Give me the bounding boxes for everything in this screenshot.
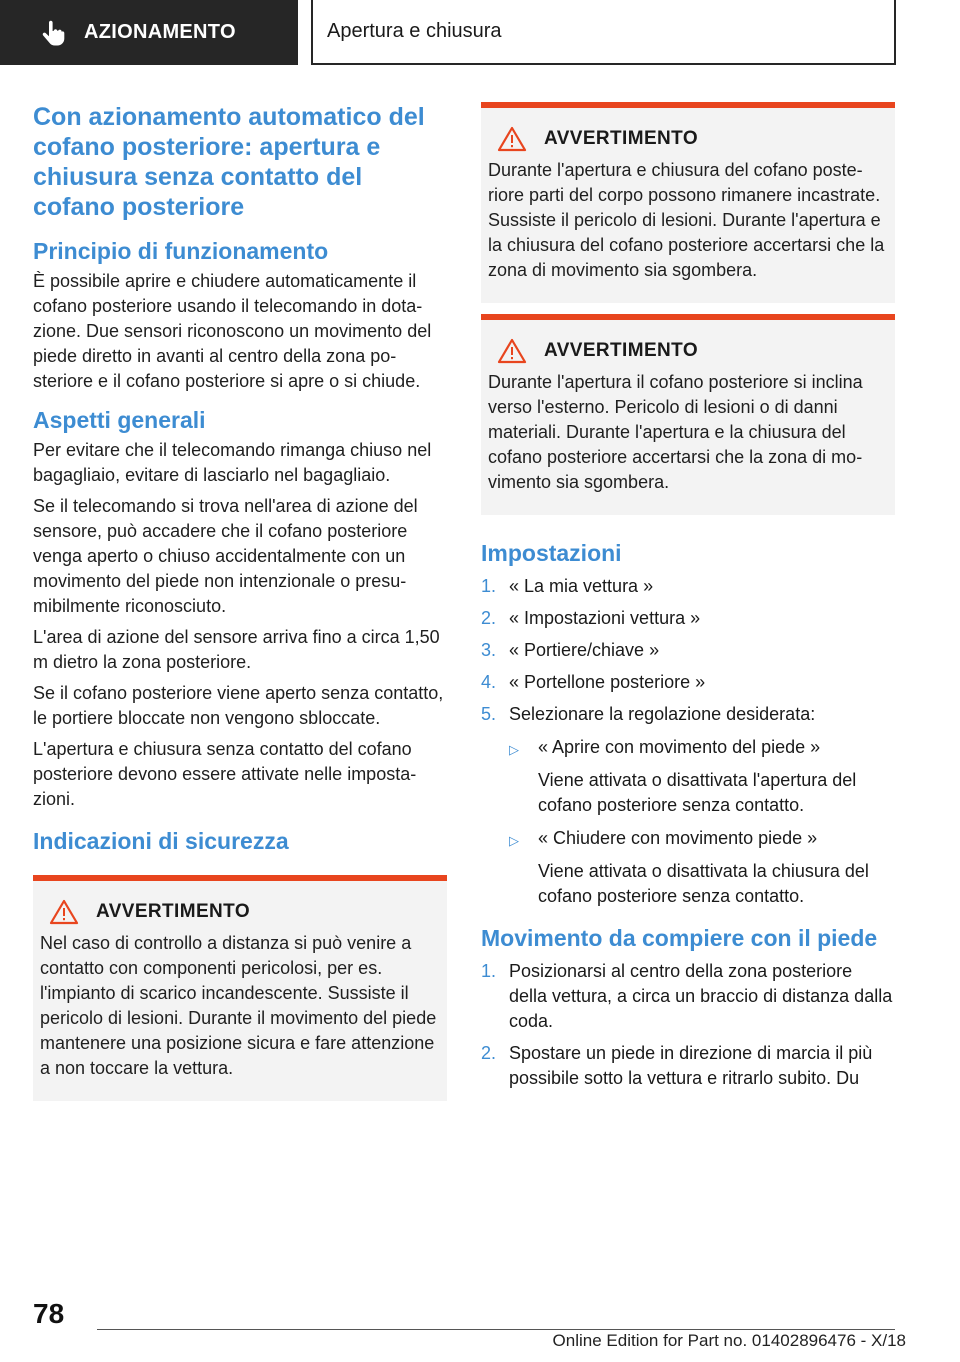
- page-number: 78: [33, 1298, 65, 1329]
- step-text: « Impostazioni vettura »: [509, 608, 701, 628]
- list-item: [481, 702, 895, 727]
- step-number: 4.: [481, 672, 497, 692]
- chapter-title: AZIONAMENTO: [84, 21, 236, 43]
- step-text: Posizionarsi al centro della zona posteriore della vettura, a circa un braccio di distanza dalla coda.: [509, 961, 893, 1031]
- option-item: [509, 826, 895, 853]
- general-paragraph: Se il telecomando si trova nell'area di azione del sensore, può accadere che il cofano posteriore venga aperto o chiuso accidentalmente con un movimento del piede non intenzionale o presumibilmente riconosciuto.: [33, 496, 418, 616]
- option-description-row: [509, 768, 895, 818]
- warning-box: [33, 875, 447, 1101]
- general-heading: Aspetti generali: [33, 407, 206, 433]
- warning-triangle-icon: [497, 338, 527, 364]
- option-label: « Aprire con movimento del piede »: [538, 737, 821, 757]
- warning-text: Durante l'apertura il cofano posteriore si inclina verso l'esterno. Pericolo di lesioni o di danni materiali. Durante l'apertura e la chiusura del cofano posteriore accertarsi che la zona di movimento sia sgombera.: [488, 372, 863, 492]
- step-number: 5.: [481, 704, 497, 724]
- hand-pointer-icon: [40, 20, 66, 46]
- principle-heading: Principio di funzionamento: [33, 238, 329, 264]
- step-number: 1.: [481, 576, 497, 596]
- list-item: [481, 959, 895, 1034]
- option-description: Viene attivata o disattivata la chiusura del cofano posteriore senza contatto.: [538, 861, 869, 906]
- principle-text: È possibile aprire e chiudere automaticamente il cofano posteriore usando il telecomando in dotazione. Due sensori riconoscono un movimento del piede diretto in avanti al centro della zona posteriore e il cofano posteriore si apre o si chiude.: [33, 271, 432, 391]
- step-number: 2.: [481, 608, 497, 628]
- movement-heading: Movimento da compiere con il piede: [481, 925, 878, 951]
- section-tab[interactable]: [311, 0, 896, 65]
- general-paragraph: L'area di azione del sensore arriva fino a circa 1,50 m dietro la zona posteriore.: [33, 627, 440, 672]
- warning-text: Durante l'apertura e chiusura del cofano posteriore parti del corpo possono rimanere incastrate. Sussiste il pericolo di lesioni. Durante l'apertura e la chiusura del cofano posteriore accertarsi che la zona di movimento sia sgombera.: [488, 160, 885, 280]
- warning-text: Nel caso di controllo a distanza si può venire a contatto con componenti pericolosi, per es. l'impianto di scarico incandescente. Sussiste il pericolo di lesioni. Durante il movimento del piede mantenere una posizione sicura e fare attenzione a non toccare la vettura.: [40, 933, 437, 1078]
- settings-steps: [481, 574, 895, 727]
- warning-triangle-icon: [497, 126, 527, 152]
- general-paragraph: L'apertura e chiusura senza contatto del cofano posteriore devono essere attivate nelle impostazioni.: [33, 739, 417, 809]
- general-paragraph: Per evitare che il telecomando rimanga chiuso nel bagagliaio, evitare di lasciarlo nel bagagliaio.: [33, 440, 432, 485]
- settings-options: [509, 735, 895, 909]
- warning-box: [481, 314, 895, 515]
- list-item: [481, 574, 895, 599]
- section-title: Apertura e chiusura: [327, 20, 502, 42]
- warning-title: AVVERTIMENTO: [544, 128, 698, 149]
- triangle-bullet-icon: ▷: [509, 742, 519, 757]
- left-column: [33, 102, 447, 1101]
- step-text: Selezionare la regolazione desiderata:: [509, 704, 816, 724]
- option-label: « Chiudere con movimento piede »: [538, 828, 818, 848]
- step-number: 2.: [481, 1043, 497, 1063]
- option-description-row: [509, 859, 895, 909]
- warning-triangle-icon: [49, 899, 79, 925]
- list-item: [481, 606, 895, 631]
- option-item: [509, 735, 895, 762]
- page-title: Con azionamento automatico del cofano posteriore: apertura e chiusura senza contatto del cofano posteriore: [33, 103, 425, 221]
- general-paragraph: Se il cofano posteriore viene aperto senza contatto, le portiere bloccate non vengono sbloccate.: [33, 683, 444, 728]
- warning-box: [481, 102, 895, 303]
- option-description: Viene attivata o disattivata l'apertura del cofano posteriore senza contatto.: [538, 770, 857, 815]
- right-column: [481, 102, 895, 1098]
- warning-title: AVVERTIMENTO: [96, 901, 250, 922]
- triangle-bullet-icon: ▷: [509, 833, 519, 848]
- footer-edition: Online Edition for Part no. 01402896476 - X/18: [552, 1331, 906, 1350]
- step-number: 1.: [481, 961, 497, 981]
- warning-title: AVVERTIMENTO: [544, 340, 698, 361]
- list-item: [481, 670, 895, 695]
- step-text: Spostare un piede in direzione di marcia il più possibile sotto la vettura e ritrarlo subito. Du: [509, 1043, 873, 1088]
- chapter-tab[interactable]: [0, 0, 298, 65]
- list-item: [481, 638, 895, 663]
- step-text: « Portiere/chiave »: [509, 640, 660, 660]
- step-number: 3.: [481, 640, 497, 660]
- safety-heading: Indicazioni di sicurezza: [33, 828, 289, 854]
- settings-heading: Impostazioni: [481, 540, 622, 566]
- step-text: « La mia vettura »: [509, 576, 654, 596]
- footer-divider: [97, 1329, 895, 1330]
- step-text: « Portellone posteriore »: [509, 672, 706, 692]
- list-item: [481, 1041, 895, 1091]
- movement-steps: [481, 959, 895, 1091]
